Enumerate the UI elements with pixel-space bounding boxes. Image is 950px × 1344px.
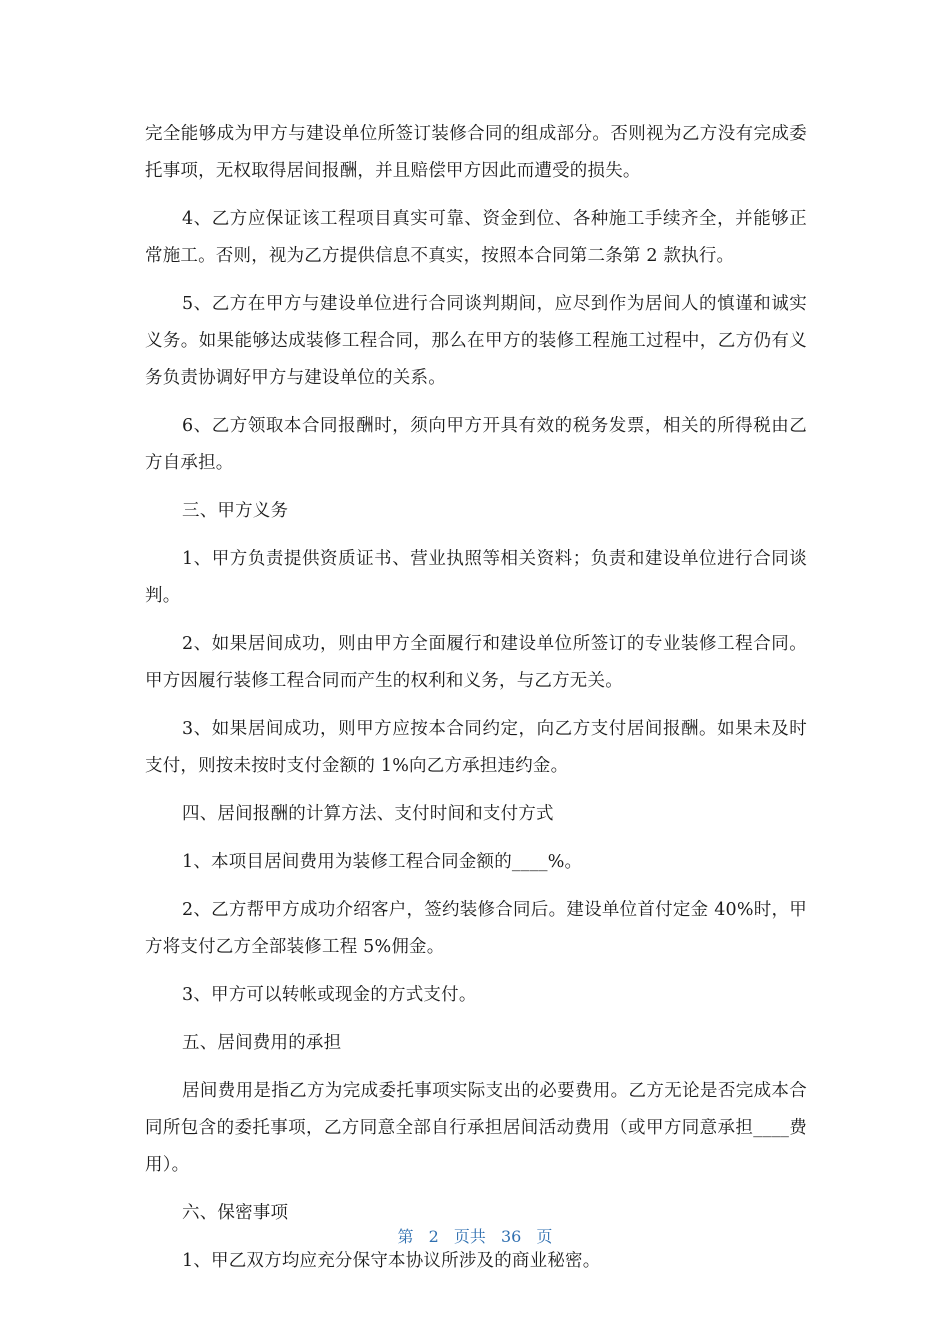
section-heading-6: 六、保密事项 <box>182 1203 289 1223</box>
paragraph-6: 1、甲方负责提供资质证书、营业执照等相关资料；负责和建设单位进行合同谈判。 <box>145 549 807 606</box>
section-heading-4: 四、居间报酬的计算方法、支付时间和支付方式 <box>182 804 554 824</box>
paragraph-16: 1、甲乙双方均应充分保守本协议所涉及的商业秘密。 <box>182 1251 601 1271</box>
paragraph-2: 4、乙方应保证该工程项目真实可靠、资金到位、各种施工手续齐全，并能够正常施工。否则，视为乙方提供信息不真实，按照本合同第二条第 2 款执行。 <box>145 209 807 266</box>
paragraph-10: 1、本项目居间费用为装修工程合同金额的____%。 <box>182 852 583 872</box>
paragraph-14: 居间费用是指乙方为完成委托事项实际支出的必要费用。乙方无论是否完成本合同所包含的委托事项，乙方同意全部自行承担居间活动费用（或甲方同意承担____费用）。 <box>145 1081 807 1175</box>
paragraph-4: 6、乙方领取本合同报酬时，须向甲方开具有效的税务发票，相关的所得税由乙方自承担。 <box>145 416 807 473</box>
paragraph-1: 完全能够成为甲方与建设单位所签订装修合同的组成部分。否则视为乙方没有完成委托事项，无权取得居间报酬，并且赔偿甲方因此而遭受的损失。 <box>145 124 807 181</box>
section-heading-5: 五、居间费用的承担 <box>182 1033 342 1053</box>
paragraph-3: 5、乙方在甲方与建设单位进行合同谈判期间，应尽到作为居间人的慎谨和诚实义务。如果能够达成装修工程合同，那么在甲方的装修工程施工过程中，乙方仍有义务负责协调好甲方与建设单位的关系。 <box>145 294 807 388</box>
section-heading-3: 三、甲方义务 <box>182 501 289 521</box>
paragraph-7: 2、如果居间成功，则由甲方全面履行和建设单位所签订的专业装修工程合同。甲方因履行装修工程合同而产生的权利和义务，与乙方无关。 <box>145 634 807 691</box>
paragraph-11: 2、乙方帮甲方成功介绍客户，签约装修合同后。建设单位首付定金 40%时，甲方将支付乙方全部装修工程 5%佣金。 <box>145 900 807 957</box>
document-body <box>145 116 807 1291</box>
page-number-footer: 第 2 页共 36 页 <box>397 1227 553 1246</box>
paragraph-12: 3、甲方可以转帐或现金的方式支付。 <box>182 985 477 1005</box>
paragraph-8: 3、如果居间成功，则甲方应按本合同约定，向乙方支付居间报酬。如果未及时支付，则按未按时支付金额的 1%向乙方承担违约金。 <box>145 719 807 776</box>
